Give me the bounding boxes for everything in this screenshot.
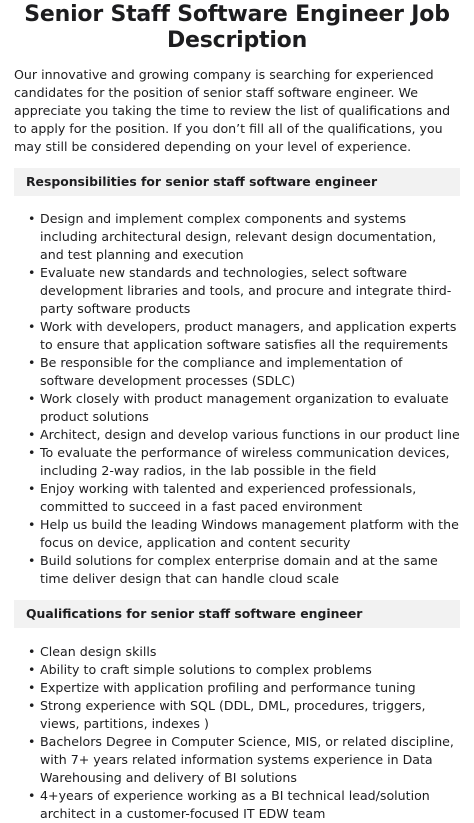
- list-item: [28, 444, 460, 480]
- list-item: [28, 354, 460, 390]
- responsibilities-heading: Responsibilities for senior staff software engineer: [14, 168, 460, 196]
- bullet-icon: •: [28, 644, 36, 659]
- bullet-icon: •: [28, 445, 36, 460]
- list-item-text: 4+years of experience working as a BI technical lead/solution architect in a customer-focused IT EDW team: [40, 788, 430, 821]
- qualifications-list: [14, 643, 460, 823]
- list-item-text: Clean design skills: [40, 644, 157, 659]
- bullet-icon: •: [28, 553, 36, 568]
- list-item: [28, 210, 460, 264]
- list-item: [28, 390, 460, 426]
- page-title: Senior Staff Software Engineer Job Description: [24, 2, 450, 53]
- bullet-icon: •: [28, 319, 36, 334]
- list-item-text: Expertize with application profiling and performance tuning: [40, 680, 416, 695]
- bullet-icon: •: [28, 662, 36, 677]
- list-item-text: Design and implement complex components and systems including architectural design, relevant design documentation, and test planning and execution: [40, 211, 437, 262]
- list-item: [28, 697, 460, 733]
- list-item-text: Enjoy working with talented and experienced professionals, committed to succeed in a fast paced environment: [40, 481, 417, 514]
- bullet-icon: •: [28, 211, 36, 226]
- list-item: [28, 679, 460, 697]
- list-item-text: Work with developers, product managers, and application experts to ensure that application software satisfies all the requirements: [40, 319, 457, 352]
- bullet-icon: •: [28, 734, 36, 749]
- list-item: [28, 661, 460, 679]
- list-item: [28, 318, 460, 354]
- list-item: [28, 733, 460, 787]
- bullet-icon: •: [28, 265, 36, 280]
- list-item: [28, 426, 460, 444]
- list-item-text: Strong experience with SQL (DDL, DML, procedures, triggers, views, partitions, indexes ): [40, 698, 426, 731]
- list-item-text: To evaluate the performance of wireless communication devices, including 2-way radios, in the lab possible in the field: [40, 445, 450, 478]
- list-item: [28, 516, 460, 552]
- list-item: [28, 480, 460, 516]
- bullet-icon: •: [28, 427, 36, 442]
- responsibilities-list: [14, 210, 460, 588]
- list-item-text: Ability to craft simple solutions to complex problems: [40, 662, 372, 677]
- bullet-icon: •: [28, 698, 36, 713]
- bullet-icon: •: [28, 788, 36, 803]
- list-item-text: Evaluate new standards and technologies, select software development libraries and tools, and procure and integrate third-party software products: [40, 265, 452, 316]
- list-item-text: Bachelors Degree in Computer Science, MIS, or related discipline, with 7+ years related information systems experience in Data Warehousing and delivery of BI solutions: [40, 734, 454, 785]
- list-item: [28, 552, 460, 588]
- bullet-icon: •: [28, 517, 36, 532]
- list-item-text: Be responsible for the compliance and implementation of software development processes (SDLC): [40, 355, 403, 388]
- bullet-icon: •: [28, 355, 36, 370]
- bullet-icon: •: [28, 481, 36, 496]
- intro-paragraph: Our innovative and growing company is searching for experienced candidates for the position of senior staff software engineer. We appreciate you taking the time to review the list of qualifications and to apply for the position. If you don’t fill all of the qualifications, you may still be considered depending on your level of experience.: [14, 67, 451, 154]
- bullet-icon: •: [28, 680, 36, 695]
- list-item: [28, 787, 460, 823]
- qualifications-heading: Qualifications for senior staff software engineer: [14, 600, 460, 628]
- list-item-text: Architect, design and develop various functions in our product line: [40, 427, 460, 442]
- list-item: [28, 264, 460, 318]
- bullet-icon: •: [28, 391, 36, 406]
- list-item-text: Build solutions for complex enterprise domain and at the same time deliver design that can handle cloud scale: [40, 553, 438, 586]
- list-item-text: Help us build the leading Windows management platform with the focus on device, application and content security: [40, 517, 459, 550]
- list-item-text: Work closely with product management organization to evaluate product solutions: [40, 391, 449, 424]
- list-item: [28, 643, 460, 661]
